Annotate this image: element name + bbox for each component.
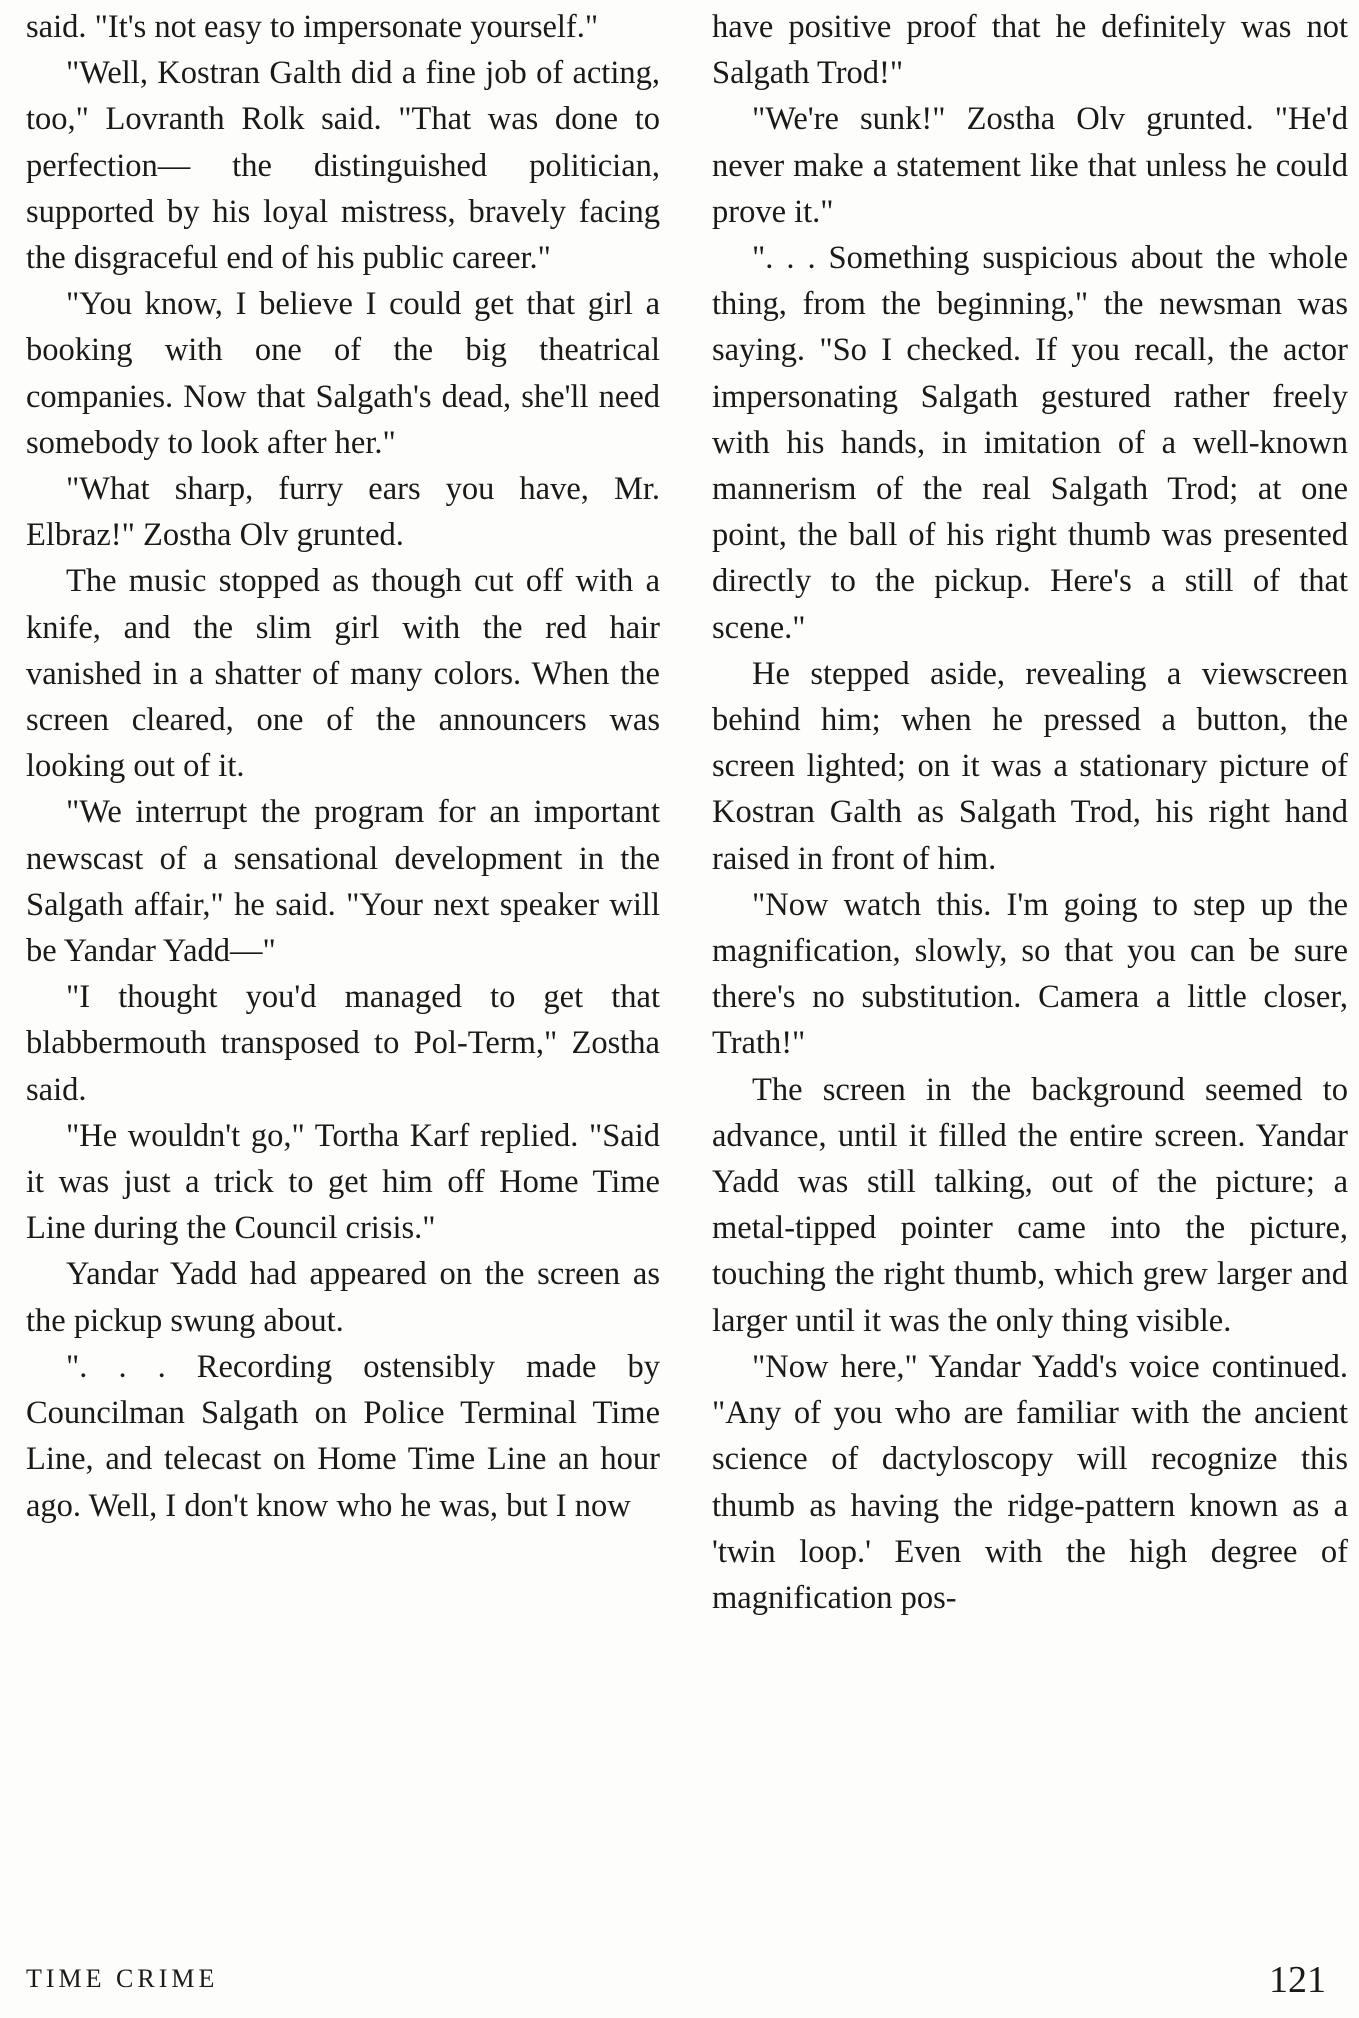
paragraph: "What sharp, furry ears you have, Mr. Elbraz!" Zostha Olv grunted. [26, 471, 660, 554]
paragraph: The screen in the background seemed to advance, until it filled the entire screen. Yandar Yadd was still talking, out of the picture; a metal-tipped pointer came into the picture, touching the right thumb, which grew larger and larger until it was the only thing visible. [712, 1071, 1348, 1339]
paragraph: He stepped aside, revealing a viewscreen behind him; when he pressed a button, the screen lighted; on it was a stationary picture of Kostran Galth as Salgath Trod, his right hand raised in front of him. [712, 655, 1348, 877]
page-number: 121 [1269, 1959, 1326, 2001]
paragraph: "You know, I believe I could get that girl a booking with one of the big theatrical companies. Now that Salgath's dead, she'll need somebody to look after her." [26, 286, 660, 461]
paragraph: The music stopped as though cut off with a knife, and the slim girl with the red hair vanished in a shatter of many colors. When the screen cleared, one of the announcers was looking out of it. [26, 563, 660, 785]
paragraph: have positive proof that he definitely was not Salgath Trod!" [712, 9, 1348, 92]
paragraph: "We're sunk!" Zostha Olv grunted. "He'd never make a statement like that unless he could prove it." [712, 101, 1348, 230]
running-title: TIME CRIME [26, 1964, 219, 1993]
paragraph: "Now watch this. I'm going to step up the magnification, slowly, so that you can be sure there's no substitution. Camera a little closer, Trath!" [712, 886, 1348, 1062]
paragraph: Yandar Yadd had appeared on the screen as the pickup swung about. [26, 1256, 660, 1339]
paragraph: ". . . Something suspicious about the whole thing, from the beginning," the newsman was saying. "So I checked. If you recall, the actor impersonating Salgath gestured rather freely with his hands, in imitation of a well-known mannerism of the real Salgath Trod; at one point, the ball of his right thumb was presented directly to the pickup. Here's a still of that scene." [712, 240, 1348, 646]
paragraph: "We interrupt the program for an important newscast of a sensational development in the Salgath affair," he said. "Your next speaker will be Yandar Yadd—" [26, 794, 660, 970]
page-footer [26, 1958, 1326, 2008]
right-column [712, 4, 1348, 1621]
paragraph: ". . . Recording ostensibly made by Councilman Salgath on Police Terminal Time Line, and telecast on Home Time Line an hour ago. Well, I don't know who he was, but I now [26, 1348, 660, 1524]
paragraph: "I thought you'd managed to get that blabbermouth transposed to Pol-Term," Zostha said. [26, 979, 660, 1108]
paragraph: "Now here," Yandar Yadd's voice continued. "Any of you who are familiar with the ancient science of dactyloscopy will recognize this thumb as having the ridge-pattern known as a 'twin loop.' Even with the high degree of magnification pos- [712, 1348, 1348, 1616]
left-column [26, 4, 660, 1529]
paragraph: "Well, Kostran Galth did a fine job of acting, too," Lovranth Rolk said. "That was done to perfection— the distinguished politician, supported by his loyal mistress, bravely facing the disgraceful end of his public career." [26, 55, 660, 277]
paragraph: "He wouldn't go," Tortha Karf replied. "Said it was just a trick to get him off Home Time Line during the Council crisis." [26, 1117, 660, 1247]
paragraph: said. "It's not easy to impersonate yourself." [26, 9, 599, 45]
